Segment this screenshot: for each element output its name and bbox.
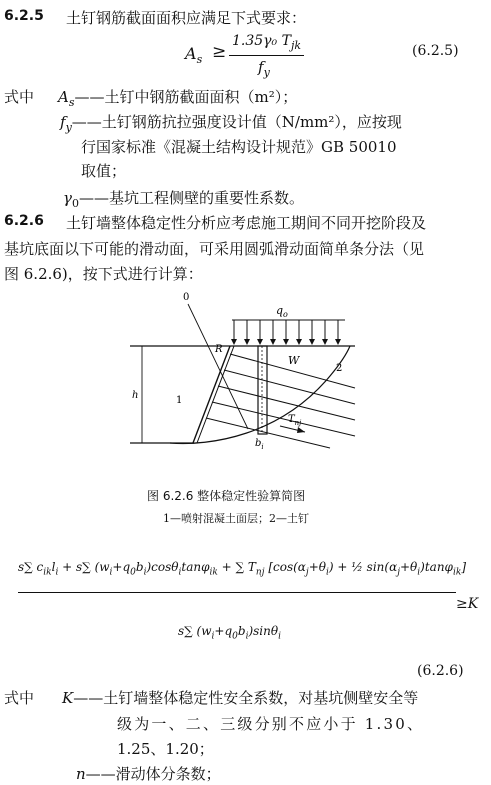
def-text: ——土钉中钢筋截面面积（m²）； [74,88,298,106]
formula-626-numerator: s∑ $c_{ik}l_i + s\sum$ $(w_i+q_0b_i)\cos\theta_i\tan\varphi_{ik}$ + ∑ $T_{nj}$ [$\cos(\alpha_j+\theta_i)$ + ½ $\sin(\alpha_j+\theta_i)\tan\varphi_{ik}$] [18,560,466,578]
def-symbol-sub: s [68,96,75,109]
slice-strip [258,346,267,434]
def-row-k [62,687,418,708]
def-text: ——土钉钢筋抗拉强度设计值（N/mm²），应按现 [71,113,402,131]
label-r: R [215,344,223,355]
figure-subcaption: 1—喷射混凝土面层；2—土钉 [163,512,309,525]
def-symbol: f [60,113,66,131]
formula-numerator: 1.35γ₀ T [232,33,291,49]
label-h: h [132,390,139,401]
def-text: ——土钉墙整体稳定性安全系数，对基坑侧壁安全等 [73,689,419,707]
def-row-continuation: 1.25、1.20； [117,740,214,758]
def-text: ——滑动体分条数； [85,765,221,783]
def-row-gamma [63,187,304,210]
def-row-n [76,763,221,784]
fraction-bar [229,55,304,56]
formula-denominator: f [258,58,264,76]
tension-arrowhead [297,427,305,433]
def-row-continuation: 行国家标准《混凝土结构设计规范》GB 50010 [81,138,397,156]
formula-rel: ≥ [212,42,227,62]
formula-lhs: A [185,44,197,63]
where-label-625: 式中 [4,88,35,106]
def-row-continuation: 取值； [81,162,127,180]
label-1: 1 [176,395,183,406]
clause-text-625: 土钉钢筋截面面积应满足下式要求： [66,9,307,27]
formula-626-denominator: s∑ $(w_i+q_0b_i)\sin\theta_i$ [178,624,281,642]
def-symbol-sub: 0 [71,197,79,210]
def-symbol: γ [63,189,72,207]
clause-line-3: 图 6.2.6)，按下式进行计算： [4,265,203,283]
formula-denominator-sub: y [263,66,270,79]
surcharge-arrowheads [231,339,341,345]
clause-line-2: 基坑底面以下可能的滑动面，可采用圆弧滑动面简单条分法（见 [4,240,425,258]
where-label-626: 式中 [4,689,35,707]
def-text: ——基坑工程侧壁的重要性系数。 [78,189,304,207]
formula-lhs-sub: s [196,53,203,67]
radius-line [188,304,248,429]
def-symbol: K [62,689,74,707]
formula-626-bar [18,592,456,593]
label-o: 0 [183,292,190,303]
def-symbol-sub: y [65,121,72,134]
def-symbol: n [76,765,86,783]
equation-number-625: (6.2.5) [412,43,459,59]
def-row-fy [60,111,402,134]
soil-nails [206,354,355,448]
figure-caption: 图 6.2.6 整体稳定性验算简图 [147,489,306,503]
label-2: 2 [336,363,343,374]
label-t: $T_{nj}$ [288,414,302,427]
clause-number-626: 6.2.6 [4,213,44,229]
label-q: $q_o$ [276,304,288,319]
clause-line-1: 土钉墙整体稳定性分析应考虑施工期间不同开挖阶段及 [66,214,427,232]
label-b: $b_i$ [255,438,264,451]
formula-numerator-sub: jk [290,38,302,52]
def-symbol: A [58,88,69,106]
wall-face-outer [193,346,230,443]
equation-number-626: (6.2.6) [417,663,464,679]
formula-626-rhs: ≥K [456,596,479,612]
stability-diagram [130,286,370,466]
def-row-continuation: 级为一、二、三级分别不应小于 1.30、 [117,715,425,733]
label-w: W [288,354,300,367]
def-row-as [58,86,297,109]
clause-number-625: 6.2.5 [4,8,44,24]
